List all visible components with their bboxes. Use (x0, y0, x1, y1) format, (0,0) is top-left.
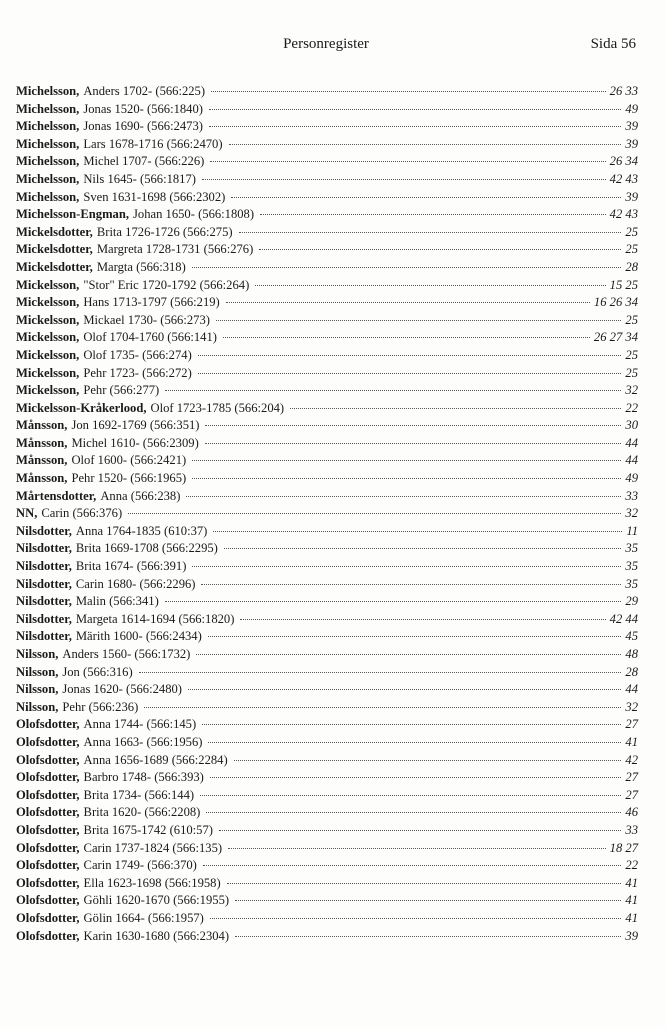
entry-page-refs: 41 (625, 893, 638, 908)
entry-surname: Mickelsson, (16, 277, 80, 292)
entry-details: Margeta 1614-1694 (566:1820) (75, 611, 235, 626)
entry-surname: Michelsson, (16, 101, 80, 116)
entry-surname: Nilsdotter, (16, 576, 72, 591)
index-entry (16, 101, 638, 119)
dot-leader (202, 179, 606, 180)
dot-leader (165, 390, 621, 391)
dot-leader (144, 707, 621, 708)
entry-surname: Månsson, (16, 453, 68, 468)
dot-leader (208, 636, 622, 637)
dot-leader (226, 302, 590, 303)
index-entry (16, 400, 638, 418)
index-entry (16, 224, 638, 242)
index-entry (16, 804, 638, 822)
dot-leader (209, 109, 621, 110)
dot-leader (196, 654, 621, 655)
entry-details: Brita 1669-1708 (566:2295) (75, 541, 218, 556)
index-entry (16, 840, 638, 858)
entry-page-refs: 46 (625, 805, 638, 820)
entry-surname: Olofsdotter, (16, 805, 80, 820)
index-entry (16, 857, 638, 875)
entry-details: Anders 1560- (566:1732) (62, 647, 191, 661)
entry-details: Jon (566:316) (62, 664, 133, 679)
dot-leader (223, 337, 590, 338)
entry-details: Hans 1713-1797 (566:219) (83, 295, 220, 310)
index-entry (16, 505, 638, 523)
index-entry (16, 365, 638, 383)
entry-page-refs: 16 26 34 (593, 295, 638, 310)
entry-details: Nils 1645- (566:1817) (83, 171, 196, 186)
entry-page-refs: 18 27 (609, 840, 638, 855)
entry-details: Jonas 1620- (566:2480) (62, 682, 182, 697)
entry-surname: Olofsdotter, (16, 893, 80, 908)
entry-details: Brita 1675-1742 (610:57) (83, 822, 213, 837)
dot-leader (128, 513, 621, 514)
dot-leader (219, 830, 621, 831)
entry-surname: Mickelsson, (16, 295, 80, 310)
entry-page-refs: 11 (626, 523, 638, 538)
entry-page-refs: 39 (625, 189, 638, 204)
index-entry (16, 734, 638, 752)
entry-surname: Mickelsson, (16, 365, 80, 380)
dot-leader (139, 672, 622, 673)
entry-page-refs: 22 (625, 400, 638, 415)
entry-surname: Nilsdotter, (16, 594, 72, 609)
entry-page-refs: 35 (625, 576, 638, 591)
entry-details: Jonas 1520- (566:1840) (83, 101, 203, 116)
entry-page-refs: 41 (625, 910, 638, 925)
index-entry (16, 558, 638, 576)
entry-page-refs: 25 (625, 242, 638, 257)
entry-surname: Olofsdotter, (16, 910, 80, 925)
entry-details: Margreta 1728-1731 (566:276) (96, 242, 254, 257)
index-entry (16, 681, 638, 699)
entry-surname: Nilsdotter, (16, 523, 72, 538)
index-entry (16, 752, 638, 770)
dot-leader (209, 126, 621, 127)
entry-page-refs: 44 (625, 682, 638, 697)
dot-leader (210, 777, 622, 778)
entry-page-refs: 27 (625, 717, 638, 732)
entry-details: Göhli 1620-1670 (566:1955) (83, 893, 230, 908)
dot-leader (260, 214, 606, 215)
entry-page-refs: 30 (625, 418, 638, 433)
entry-surname: Michelsson, (16, 189, 80, 204)
dot-leader (231, 197, 621, 198)
entry-surname: Olofsdotter, (16, 822, 80, 837)
entry-surname: Mickelsson, (16, 330, 80, 345)
person-index-list (16, 83, 638, 945)
index-entry (16, 294, 638, 312)
entry-page-refs: 45 (625, 629, 638, 644)
dot-leader (235, 900, 621, 901)
index-entry (16, 171, 638, 189)
index-entry (16, 241, 638, 259)
dot-leader (205, 425, 621, 426)
entry-details: Michel 1610- (566:2309) (71, 435, 199, 450)
index-entry (16, 628, 638, 646)
dot-leader (205, 443, 622, 444)
entry-page-refs: 22 (625, 858, 638, 873)
dot-leader (192, 478, 621, 479)
dot-leader (239, 232, 622, 233)
entry-details: Olof 1704-1760 (566:141) (83, 330, 217, 345)
entry-details: Anna 1744- (566:145) (83, 717, 197, 732)
entry-surname: Nilsdotter, (16, 541, 72, 556)
index-entry (16, 699, 638, 717)
entry-surname: Michelsson-Engman, (16, 207, 130, 222)
entry-surname: Mickelsson-Kråkerlood, (16, 400, 147, 415)
entry-page-refs: 27 (625, 770, 638, 785)
index-entry (16, 312, 638, 330)
entry-details: Gölin 1664- (566:1957) (83, 910, 204, 925)
entry-surname: NN, (16, 506, 38, 521)
index-entry (16, 576, 638, 594)
entry-page-refs: 32 (625, 506, 638, 521)
index-entry (16, 875, 638, 893)
index-entry (16, 611, 638, 629)
entry-page-refs: 28 (625, 259, 638, 274)
index-entry (16, 716, 638, 734)
dot-leader (202, 724, 621, 725)
entry-surname: Nilsdotter, (16, 611, 72, 626)
entry-details: Carin 1737-1824 (566:135) (83, 840, 223, 855)
dot-leader (206, 812, 621, 813)
entry-page-refs: 25 (625, 312, 638, 327)
entry-surname: Michelsson, (16, 171, 80, 186)
dot-leader (186, 496, 621, 497)
entry-details: Karin 1630-1680 (566:2304) (83, 928, 230, 943)
entry-details: Olof 1735- (566:274) (83, 347, 192, 362)
entry-page-refs: 49 (625, 471, 638, 486)
dot-leader (290, 408, 621, 409)
entry-surname: Olofsdotter, (16, 734, 80, 749)
entry-details: Margta (566:318) (96, 259, 186, 274)
entry-page-refs: 35 (625, 559, 638, 574)
entry-page-refs: 39 (625, 136, 638, 151)
entry-page-refs: 26 27 34 (593, 330, 638, 345)
index-entry (16, 136, 638, 154)
index-entry (16, 417, 638, 435)
page-header (16, 36, 636, 56)
entry-surname: Nilsson, (16, 647, 59, 661)
page-number: Sida 56 (590, 36, 636, 52)
entry-details: Lars 1678-1716 (566:2470) (83, 136, 223, 151)
entry-page-refs: 15 25 (609, 277, 638, 292)
dot-leader (255, 285, 605, 286)
entry-page-refs: 26 33 (609, 84, 638, 98)
index-entry (16, 277, 638, 295)
index-entry (16, 910, 638, 928)
entry-page-refs: 39 (625, 928, 638, 943)
entry-surname: Månsson, (16, 471, 68, 486)
entry-details: Sven 1631-1698 (566:2302) (83, 189, 226, 204)
entry-details: Anders 1702- (566:225) (83, 84, 206, 98)
entry-details: Jon 1692-1769 (566:351) (71, 418, 200, 433)
entry-page-refs: 39 (625, 119, 638, 134)
dot-leader (201, 584, 621, 585)
entry-page-refs: 29 (625, 594, 638, 609)
entry-page-refs: 42 43 (609, 171, 638, 186)
dot-leader (188, 689, 621, 690)
entry-details: Michel 1707- (566:226) (83, 154, 205, 169)
entry-surname: Mårtensdotter, (16, 488, 97, 503)
index-entry (16, 540, 638, 558)
dot-leader (165, 601, 622, 602)
entry-details: Brita 1674- (566:391) (75, 559, 187, 574)
entry-surname: Mickelsson, (16, 347, 80, 362)
entry-page-refs: 42 44 (609, 611, 638, 626)
entry-surname: Mickelsson, (16, 312, 80, 327)
entry-details: Malin (566:341) (75, 594, 159, 609)
index-entry (16, 329, 638, 347)
entry-details: Pehr (566:277) (83, 383, 160, 398)
dot-leader (235, 936, 621, 937)
index-entry (16, 118, 638, 136)
entry-page-refs: 48 (625, 647, 638, 661)
dot-leader (200, 795, 621, 796)
index-entry (16, 892, 638, 910)
dot-leader (210, 918, 622, 919)
entry-details: Anna 1656-1689 (566:2284) (83, 752, 228, 767)
entry-details: Carin (566:376) (41, 506, 123, 521)
dot-leader (224, 548, 622, 549)
entry-page-refs: 41 (625, 875, 638, 890)
dot-leader (227, 883, 622, 884)
entry-surname: Michelsson, (16, 119, 80, 134)
dot-leader (211, 91, 606, 92)
entry-page-refs: 32 (625, 699, 638, 714)
entry-page-refs: 32 (625, 383, 638, 398)
entry-page-refs: 41 (625, 734, 638, 749)
index-entry (16, 435, 638, 453)
entry-page-refs: 42 43 (609, 207, 638, 222)
entry-page-refs: 33 (625, 822, 638, 837)
entry-details: Brita 1734- (566:144) (83, 787, 195, 802)
entry-surname: Mickelsson, (16, 383, 80, 398)
dot-leader (213, 531, 622, 532)
entry-details: Barbro 1748- (566:393) (83, 770, 204, 785)
entry-details: Johan 1650- (566:1808) (133, 207, 255, 222)
entry-surname: Månsson, (16, 418, 68, 433)
entry-surname: Michelsson, (16, 154, 80, 169)
index-entry (16, 787, 638, 805)
dot-leader (228, 848, 606, 849)
entry-details: Carin 1680- (566:2296) (75, 576, 196, 591)
entry-surname: Olofsdotter, (16, 752, 80, 767)
entry-surname: Mickelsdotter, (16, 259, 93, 274)
entry-details: Märith 1600- (566:2434) (75, 629, 202, 644)
dot-leader (192, 566, 621, 567)
entry-surname: Olofsdotter, (16, 770, 80, 785)
index-entry (16, 452, 638, 470)
entry-details: Anna (566:238) (100, 488, 181, 503)
entry-surname: Olofsdotter, (16, 840, 80, 855)
dot-leader (192, 267, 622, 268)
entry-surname: Olofsdotter, (16, 787, 80, 802)
dot-leader (216, 320, 621, 321)
index-entry (16, 593, 638, 611)
dot-leader (208, 742, 621, 743)
entry-details: Olof 1723-1785 (566:204) (150, 400, 285, 415)
dot-leader (240, 619, 605, 620)
index-entry (16, 259, 638, 277)
dot-leader (259, 249, 621, 250)
dot-leader (198, 373, 622, 374)
index-entry (16, 523, 638, 541)
index-entry (16, 488, 638, 506)
dot-leader (229, 144, 622, 145)
entry-page-refs: 25 (625, 365, 638, 380)
entry-surname: Månsson, (16, 435, 68, 450)
entry-details: Olof 1600- (566:2421) (71, 453, 187, 468)
entry-surname: Olofsdotter, (16, 858, 80, 873)
entry-surname: Olofsdotter, (16, 717, 80, 732)
entry-details: Pehr 1723- (566:272) (83, 365, 192, 380)
index-entry (16, 347, 638, 365)
entry-details: Brita 1620- (566:2208) (83, 805, 201, 820)
entry-surname: Michelsson, (16, 84, 80, 98)
entry-surname: Mickelsdotter, (16, 242, 93, 257)
dot-leader (210, 161, 605, 162)
entry-page-refs: 25 (625, 224, 638, 239)
entry-page-refs: 49 (625, 101, 638, 116)
entry-surname: Olofsdotter, (16, 928, 80, 943)
index-entry (16, 646, 638, 664)
dot-leader (203, 865, 622, 866)
entry-page-refs: 44 (625, 453, 638, 468)
dot-leader (234, 760, 622, 761)
index-entry (16, 206, 638, 224)
index-entry (16, 470, 638, 488)
entry-page-refs: 27 (625, 787, 638, 802)
entry-details: Pehr (566:236) (62, 699, 139, 714)
entry-surname: Nilsdotter, (16, 629, 72, 644)
index-entry (16, 189, 638, 207)
entry-details: Carin 1749- (566:370) (83, 858, 197, 873)
entry-surname: Mickelsdotter, (16, 224, 93, 239)
entry-surname: Nilsson, (16, 699, 59, 714)
dot-leader (198, 355, 622, 356)
index-entry (16, 769, 638, 787)
entry-surname: Nilsson, (16, 664, 59, 679)
entry-details: Ella 1623-1698 (566:1958) (83, 875, 221, 890)
index-entry (16, 664, 638, 682)
dot-leader (192, 460, 621, 461)
entry-page-refs: 26 34 (609, 154, 638, 169)
entry-details: Mickael 1730- (566:273) (83, 312, 210, 327)
entry-page-refs: 35 (625, 541, 638, 556)
entry-details: Jonas 1690- (566:2473) (83, 119, 203, 134)
entry-page-refs: 33 (625, 488, 638, 503)
entry-page-refs: 42 (625, 752, 638, 767)
entry-details: Brita 1726-1726 (566:275) (96, 224, 233, 239)
index-entry (16, 382, 638, 400)
entry-details: "Stor" Eric 1720-1792 (566:264) (83, 277, 250, 292)
entry-details: Anna 1764-1835 (610:37) (75, 523, 208, 538)
entry-page-refs: 28 (625, 664, 638, 679)
entry-surname: Michelsson, (16, 136, 80, 151)
entry-details: Anna 1663- (566:1956) (83, 734, 203, 749)
index-entry (16, 153, 638, 171)
entry-page-refs: 44 (625, 435, 638, 450)
entry-surname: Nilsson, (16, 682, 59, 697)
entry-surname: Olofsdotter, (16, 875, 80, 890)
index-entry (16, 822, 638, 840)
entry-surname: Nilsdotter, (16, 559, 72, 574)
entry-page-refs: 25 (625, 347, 638, 362)
index-entry (16, 928, 638, 946)
page-title: Personregister (283, 36, 369, 52)
index-entry (16, 83, 638, 101)
entry-details: Pehr 1520- (566:1965) (71, 471, 187, 486)
